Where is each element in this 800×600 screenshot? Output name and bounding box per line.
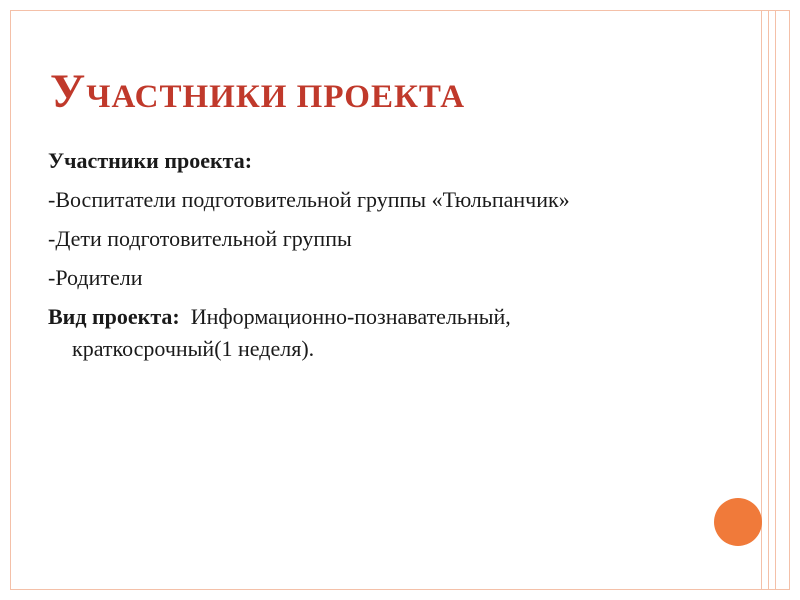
accent-circle: [714, 498, 762, 546]
decorative-stripe: [761, 10, 762, 590]
decorative-stripe: [768, 10, 769, 590]
project-type-label: Вид проекта:: [48, 304, 180, 329]
decorative-stripe: [775, 10, 776, 590]
slide-title-initial: У: [50, 65, 87, 118]
list-item: -Воспитатели подготовительной группы «Тюльпанчик»: [48, 187, 570, 212]
list-item: -Родители: [48, 265, 143, 290]
project-type-value: Информационно-познавательный,: [190, 304, 511, 329]
participants-heading: Участники проекта:: [48, 148, 253, 173]
project-type: [48, 301, 728, 365]
project-type-value-continuation: краткосрочный(1 неделя).: [72, 336, 315, 361]
slide-title: [50, 64, 465, 119]
slide-body: [48, 145, 728, 365]
slide-title-rest: ЧАСТНИКИ ПРОЕКТА: [86, 79, 466, 115]
list-item: -Дети подготовительной группы: [48, 226, 352, 251]
